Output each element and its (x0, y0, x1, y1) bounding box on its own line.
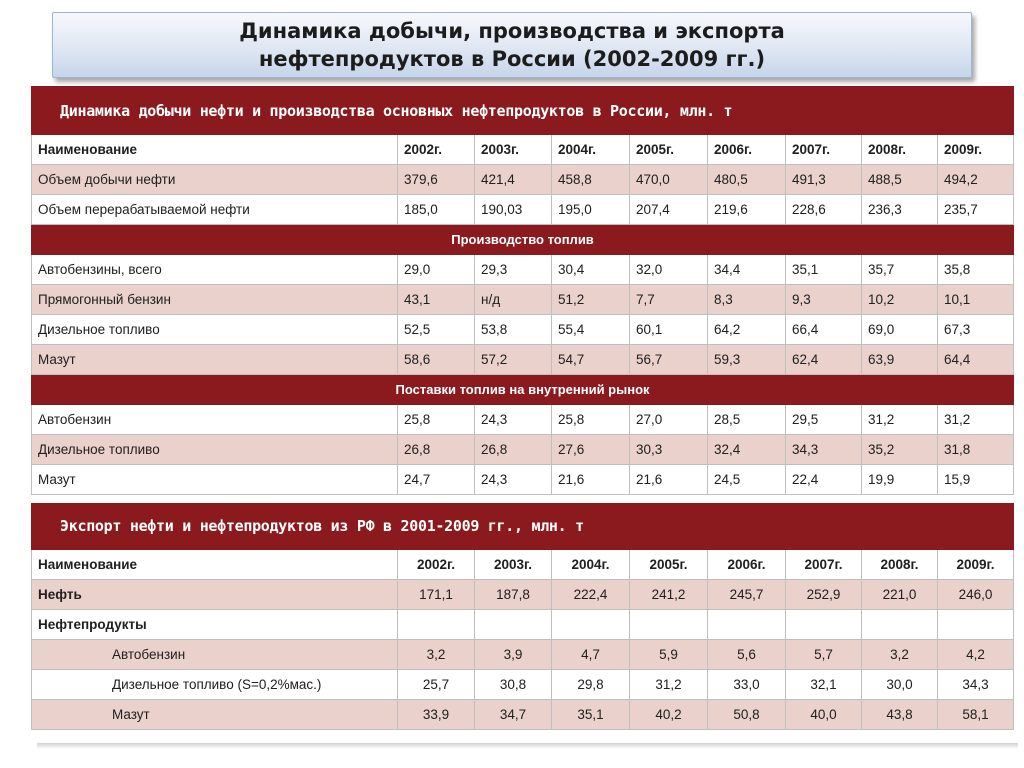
table-cell (552, 609, 630, 639)
table-cell: 187,8 (475, 579, 552, 609)
header-cell: 2009г. (938, 549, 1014, 579)
table-cell: 64,4 (938, 345, 1014, 375)
table-cell: 24,3 (475, 405, 552, 435)
table-cell: 236,3 (862, 195, 938, 225)
row-label: Прямогонный бензин (32, 285, 398, 315)
header-cell: 2004г. (552, 135, 630, 165)
table-cell: 10,1 (938, 285, 1014, 315)
table-cell: 28,5 (708, 405, 786, 435)
table-cell: 246,0 (938, 579, 1014, 609)
table-row (32, 699, 1014, 729)
table-cell: 241,2 (630, 579, 708, 609)
production-table (31, 86, 1014, 503)
table-cell: 21,6 (630, 465, 708, 495)
header-cell: 2009г. (938, 135, 1014, 165)
export-header-row (32, 549, 1014, 579)
header-cell: 2007г. (786, 549, 862, 579)
table-cell: 33,9 (398, 699, 475, 729)
table-cell: 63,9 (862, 345, 938, 375)
slide-title-box (52, 12, 972, 78)
table-cell: 4,2 (938, 639, 1014, 669)
table-row (32, 315, 1014, 345)
table-row (32, 639, 1014, 669)
table-row (32, 195, 1014, 225)
row-label: Объем перерабатываемой нефти (32, 195, 398, 225)
table-row (32, 285, 1014, 315)
header-cell: 2002г. (398, 135, 475, 165)
table-cell: 488,5 (862, 165, 938, 195)
table-row (32, 609, 1014, 639)
table-cell: 10,2 (862, 285, 938, 315)
table-cell: 494,2 (938, 165, 1014, 195)
table-cell: 32,4 (708, 435, 786, 465)
table-cell: 22,4 (786, 465, 862, 495)
table-cell: 67,3 (938, 315, 1014, 345)
table-cell (398, 609, 475, 639)
table-cell: 219,6 (708, 195, 786, 225)
table-cell: 43,1 (398, 285, 475, 315)
table-cell: 19,9 (862, 465, 938, 495)
table-row (32, 405, 1014, 435)
table-cell: 31,2 (862, 405, 938, 435)
header-cell: 2008г. (862, 549, 938, 579)
table-cell (938, 609, 1014, 639)
table-cell: 62,4 (786, 345, 862, 375)
table-cell: 30,3 (630, 435, 708, 465)
table-cell (862, 609, 938, 639)
table-cell: 34,3 (938, 669, 1014, 699)
production-banner-row (32, 87, 1014, 135)
row-label: Мазут (32, 465, 398, 495)
row-label: Автобензин (32, 639, 398, 669)
row-label: Дизельное топливо (S=0,2%мас.) (32, 669, 398, 699)
table-cell: 34,3 (786, 435, 862, 465)
data-sheet (31, 86, 1013, 743)
table-cell: 21,6 (552, 465, 630, 495)
table-cell: 221,0 (862, 579, 938, 609)
header-cell: 2002г. (398, 549, 475, 579)
section-banner-row (32, 375, 1014, 405)
table-cell: 51,2 (552, 285, 630, 315)
table-cell: 54,7 (552, 345, 630, 375)
table-cell: 35,1 (552, 699, 630, 729)
table-cell: 30,4 (552, 255, 630, 285)
table-cell: 56,7 (630, 345, 708, 375)
row-label: Объем добычи нефти (32, 165, 398, 195)
table-cell: 35,2 (862, 435, 938, 465)
table-cell: 190,03 (475, 195, 552, 225)
table-cell: 66,4 (786, 315, 862, 345)
table-cell: 29,3 (475, 255, 552, 285)
production-banner: Динамика добычи нефти и производства основных нефтепродуктов в России, млн. т (32, 87, 1014, 135)
table-cell: 24,3 (475, 465, 552, 495)
table-cell: 245,7 (708, 579, 786, 609)
header-cell: 2007г. (786, 135, 862, 165)
table-cell: 222,4 (552, 579, 630, 609)
row-label: Дизельное топливо (32, 315, 398, 345)
export-banner-row (32, 503, 1014, 549)
table-cell: 40,2 (630, 699, 708, 729)
table-cell: 35,8 (938, 255, 1014, 285)
table-cell: 27,6 (552, 435, 630, 465)
header-cell: 2003г. (475, 549, 552, 579)
table-cell: 40,0 (786, 699, 862, 729)
table-cell: 458,8 (552, 165, 630, 195)
table-cell: 43,8 (862, 699, 938, 729)
header-cell: 2006г. (708, 549, 786, 579)
table-cell: 3,9 (475, 639, 552, 669)
table-cell: 31,2 (630, 669, 708, 699)
section-banner-supply: Поставки топлив на внутренний рынок (32, 375, 1014, 405)
table-cell: 5,9 (630, 639, 708, 669)
table-cell: 26,8 (475, 435, 552, 465)
section-banner-row (32, 225, 1014, 255)
table-row (32, 255, 1014, 285)
table-cell: 8,3 (708, 285, 786, 315)
table-cell: 3,2 (398, 639, 475, 669)
production-header-row (32, 135, 1014, 165)
table-cell: 15,9 (938, 465, 1014, 495)
table-cell: 379,6 (398, 165, 475, 195)
table-cell: 5,7 (786, 639, 862, 669)
table-cell: 34,4 (708, 255, 786, 285)
slide-title-line-1: Динамика добычи, производства и экспорта (239, 19, 785, 43)
table-cell: 52,5 (398, 315, 475, 345)
header-cell: 2004г. (552, 549, 630, 579)
table-cell: 25,8 (552, 405, 630, 435)
table-cell: 26,8 (398, 435, 475, 465)
row-label: Мазут (32, 699, 398, 729)
table-cell (475, 609, 552, 639)
section-banner-production: Производство топлив (32, 225, 1014, 255)
table-cell: 9,3 (786, 285, 862, 315)
table-cell: 29,8 (552, 669, 630, 699)
table-cell: 59,3 (708, 345, 786, 375)
table-cell: 24,7 (398, 465, 475, 495)
table-cell: 33,0 (708, 669, 786, 699)
header-cell: 2003г. (475, 135, 552, 165)
header-cell: 2008г. (862, 135, 938, 165)
table-cell: 53,8 (475, 315, 552, 345)
table-cell: 235,7 (938, 195, 1014, 225)
table-cell (708, 609, 786, 639)
header-cell: 2005г. (630, 135, 708, 165)
table-row (32, 435, 1014, 465)
table-cell: 29,0 (398, 255, 475, 285)
table-cell: 491,3 (786, 165, 862, 195)
slide-title-line-2: нефтепродуктов в России (2002-2009 гг.) (258, 47, 766, 71)
table-cell: 69,0 (862, 315, 938, 345)
row-label: Дизельное топливо (32, 435, 398, 465)
row-label: Мазут (32, 345, 398, 375)
table-row (32, 345, 1014, 375)
table-cell: 185,0 (398, 195, 475, 225)
table-cell: 25,8 (398, 405, 475, 435)
table-cell: 31,8 (938, 435, 1014, 465)
table-cell: 35,7 (862, 255, 938, 285)
table-cell: 50,8 (708, 699, 786, 729)
table-cell: 25,7 (398, 669, 475, 699)
table-cell: 29,5 (786, 405, 862, 435)
table-cell: 57,2 (475, 345, 552, 375)
table-cell: 470,0 (630, 165, 708, 195)
table-cell: 207,4 (630, 195, 708, 225)
gap-cell (32, 495, 1014, 503)
header-cell: 2005г. (630, 549, 708, 579)
header-cell: Наименование (32, 135, 398, 165)
table-cell: 27,0 (630, 405, 708, 435)
row-label: Нефтепродукты (32, 609, 398, 639)
table-cell (786, 609, 862, 639)
row-label: Нефть (32, 579, 398, 609)
table-cell: 24,5 (708, 465, 786, 495)
table-cell: 31,2 (938, 405, 1014, 435)
table-cell: 228,6 (786, 195, 862, 225)
header-cell: 2006г. (708, 135, 786, 165)
table-cell: 55,4 (552, 315, 630, 345)
table-cell: 34,7 (475, 699, 552, 729)
table-cell: 171,1 (398, 579, 475, 609)
table-cell: 58,1 (938, 699, 1014, 729)
table-gap (32, 495, 1014, 503)
table-cell: 60,1 (630, 315, 708, 345)
table-cell: 58,6 (398, 345, 475, 375)
table-cell: 30,0 (862, 669, 938, 699)
table-cell: 32,1 (786, 669, 862, 699)
table-row (32, 465, 1014, 495)
table-cell (630, 609, 708, 639)
export-banner: Экспорт нефти и нефтепродуктов из РФ в 2001-2009 гг., млн. т (32, 503, 1014, 549)
row-label: Автобензин (32, 405, 398, 435)
table-cell: 32,0 (630, 255, 708, 285)
table-row (32, 669, 1014, 699)
row-label: Автобензины, всего (32, 255, 398, 285)
table-cell: 3,2 (862, 639, 938, 669)
header-cell: Наименование (32, 549, 398, 579)
table-cell: 7,7 (630, 285, 708, 315)
table-cell: 421,4 (475, 165, 552, 195)
table-cell: 5,6 (708, 639, 786, 669)
table-cell: 35,1 (786, 255, 862, 285)
table-cell: 195,0 (552, 195, 630, 225)
table-cell: 4,7 (552, 639, 630, 669)
table-cell: 30,8 (475, 669, 552, 699)
table-cell: 480,5 (708, 165, 786, 195)
table-row (32, 165, 1014, 195)
table-cell: н/д (475, 285, 552, 315)
table-cell: 64,2 (708, 315, 786, 345)
export-table (31, 503, 1014, 730)
table-cell: 252,9 (786, 579, 862, 609)
table-row (32, 579, 1014, 609)
